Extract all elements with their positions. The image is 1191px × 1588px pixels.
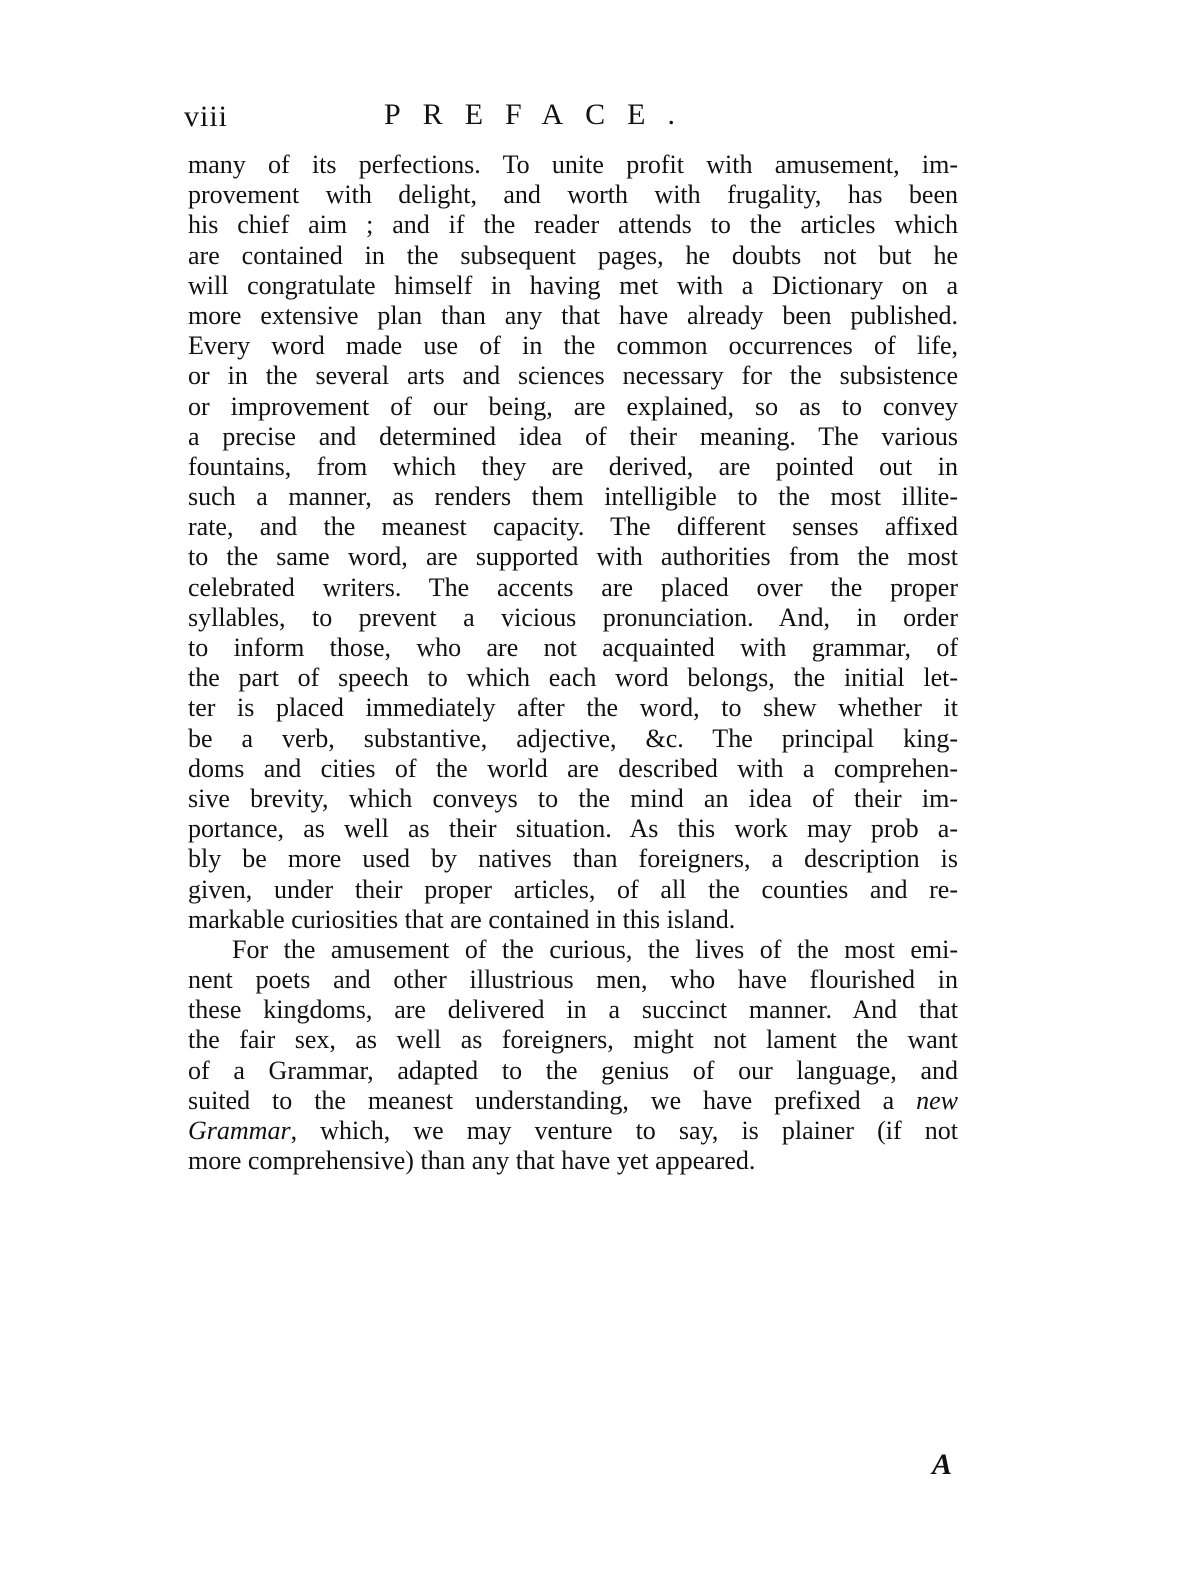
text-line: to inform those, who are not acquainted with grammar, of (188, 633, 958, 662)
text-line: the fair sex, as well as foreigners, might not lament the want (188, 1025, 958, 1055)
text-line-with-italic (188, 1116, 958, 1146)
text-line: be a verb, substantive, adjective, &c. The principal king- (188, 723, 958, 753)
text-line: portance, as well as their situation. As this work may prob a- (188, 814, 958, 844)
text-line: sive brevity, which conveys to the mind an idea of their im- (188, 783, 958, 813)
text-line: syllables, to prevent a vicious pronunciation. And, in order (188, 602, 958, 632)
text-segment: suited to the meanest understanding, we have prefixed a (188, 1085, 895, 1115)
text-line: For the amusement of the curious, the lives of the most emi- (232, 934, 958, 964)
text-line: many of its perfections. To unite profit with amusement, im- (188, 150, 958, 179)
text-line: more comprehensive) than any that have yet appeared. (188, 1146, 756, 1176)
text-line: nent poets and other illustrious men, who have flourished in (188, 965, 958, 995)
text-line: are contained in the subsequent pages, he doubts not but he (188, 240, 958, 270)
text-line: bly be more used by natives than foreigners, a description is (188, 844, 958, 874)
italic-word: Grammar (188, 1116, 291, 1145)
text-line: a precise and determined idea of their meaning. The various (188, 421, 958, 451)
text-segment: , which, we may venture to say, is plainer (if not (290, 1116, 958, 1145)
text-line: markable curiosities that are contained in this island. (188, 904, 736, 934)
text-line: celebrated writers. The accents are placed over the proper (188, 572, 958, 602)
body-text (188, 150, 958, 1176)
paragraph-2 (188, 935, 958, 1177)
text-line: ter is placed immediately after the word, to shew whether it (188, 693, 958, 723)
page-number: viii (184, 100, 229, 133)
italic-word: new (916, 1085, 959, 1115)
text-line: will congratulate himself in having met with a Dictionary on a (188, 270, 958, 300)
page-header (184, 100, 964, 142)
text-line: more extensive plan than any that have already been published. (188, 300, 958, 330)
signature-mark: A (932, 1448, 953, 1481)
text-line: fountains, from which they are derived, are pointed out in (188, 451, 958, 481)
text-line: to the same word, are supported with authorities from the most (188, 542, 958, 572)
text-line: given, under their proper articles, of all the counties and re- (188, 874, 958, 904)
text-line: doms and cities of the world are described with a comprehen- (188, 753, 958, 783)
text-line: rate, and the meanest capacity. The different senses affixed (188, 512, 958, 542)
text-line: of a Grammar, adapted to the genius of our language, and (188, 1055, 958, 1085)
paragraph-1 (188, 150, 958, 935)
text-line: or improvement of our being, are explained, so as to convey (188, 391, 958, 421)
text-line: the part of speech to which each word belongs, the initial let- (188, 663, 958, 693)
text-line-with-italic (188, 1086, 958, 1116)
text-line: his chief aim ; and if the reader attends to the articles which (188, 210, 958, 240)
text-line: such a manner, as renders them intelligible to the most illite- (188, 482, 958, 512)
text-line: provement with delight, and worth with frugality, has been (188, 180, 958, 210)
text-line: or in the several arts and sciences necessary for the subsistence (188, 361, 958, 391)
text-line: these kingdoms, are delivered in a succinct manner. And that (188, 995, 958, 1025)
text-line: Every word made use of in the common occurrences of life, (188, 331, 958, 361)
running-head: PREFACE. (384, 98, 697, 131)
